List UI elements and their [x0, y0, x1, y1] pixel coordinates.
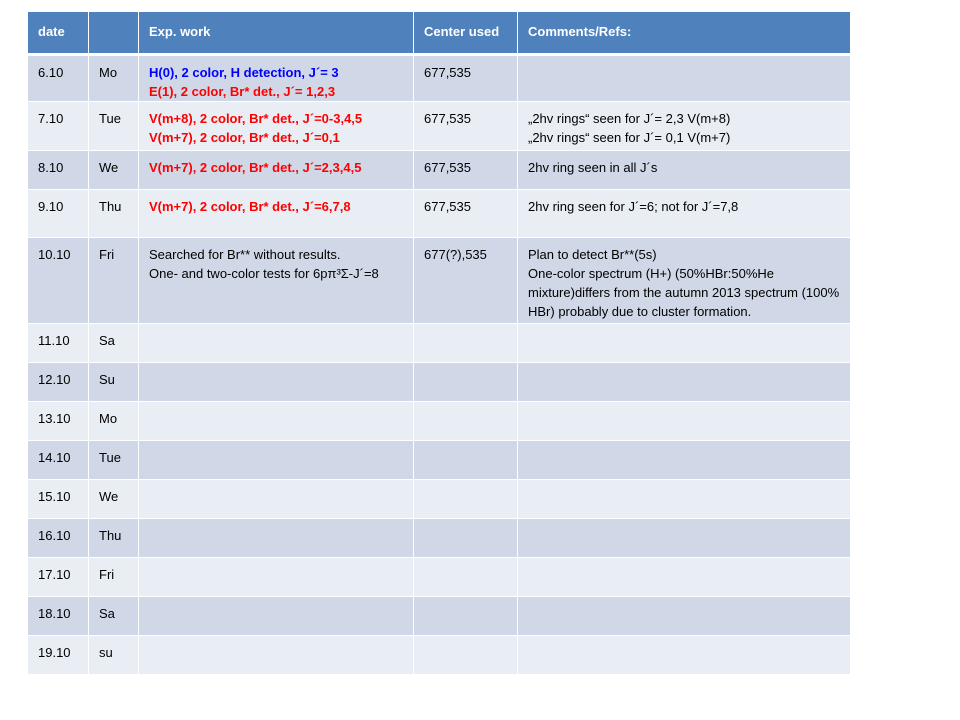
cell-day: Thu	[89, 190, 139, 238]
comment-line: „2hv rings“ seen for J´= 2,3 V(m+8)	[528, 111, 731, 126]
cell-date: 14.10	[28, 441, 89, 480]
cell-day: su	[89, 636, 139, 675]
cell-center-used: 677,535	[414, 151, 518, 190]
cell-comments	[518, 363, 851, 402]
cell-center-used	[414, 558, 518, 597]
cell-comments	[518, 402, 851, 441]
cell-comments	[518, 519, 851, 558]
comment-line: 2hv ring seen for J´=6; not for J´=7,8	[528, 199, 739, 214]
cell-day: We	[89, 480, 139, 519]
cell-exp-work	[139, 151, 414, 190]
table-row	[28, 190, 851, 238]
table-row	[28, 636, 851, 675]
cell-exp-work	[139, 190, 414, 238]
table-row	[28, 324, 851, 363]
header-exp-work: Exp. work	[139, 12, 414, 55]
cell-date: 16.10	[28, 519, 89, 558]
cell-center-used	[414, 441, 518, 480]
cell-center-used	[414, 480, 518, 519]
table-row	[28, 402, 851, 441]
table-row	[28, 102, 851, 151]
header-center-used: Center used	[414, 12, 518, 55]
cell-comments	[518, 102, 851, 151]
cell-date: 10.10	[28, 238, 89, 324]
cell-exp-work	[139, 597, 414, 636]
cell-center-used	[414, 597, 518, 636]
exp-work-line: E(1), 2 color, Br* det., J´= 1,2,3	[149, 84, 336, 99]
cell-center-used	[414, 324, 518, 363]
table-row	[28, 238, 851, 324]
table-row	[28, 558, 851, 597]
header-row	[28, 12, 851, 55]
table-body	[28, 55, 851, 675]
cell-day: Sa	[89, 324, 139, 363]
cell-date: 8.10	[28, 151, 89, 190]
exp-work-line: V(m+7), 2 color, Br* det., J´=0,1	[149, 130, 340, 145]
cell-date: 11.10	[28, 324, 89, 363]
cell-date: 12.10	[28, 363, 89, 402]
cell-center-used	[414, 363, 518, 402]
cell-exp-work	[139, 402, 414, 441]
cell-exp-work	[139, 324, 414, 363]
table-row	[28, 597, 851, 636]
cell-comments	[518, 441, 851, 480]
cell-day: Fri	[89, 238, 139, 324]
cell-day: Su	[89, 363, 139, 402]
cell-comments	[518, 55, 851, 102]
exp-work-line: V(m+7), 2 color, Br* det., J´=2,3,4,5	[149, 160, 362, 175]
cell-day: Fri	[89, 558, 139, 597]
experiment-schedule-table	[27, 11, 851, 675]
comment-line: 2hv ring seen in all J´s	[528, 160, 658, 175]
cell-exp-work	[139, 558, 414, 597]
cell-date: 9.10	[28, 190, 89, 238]
exp-work-line: One- and two-color tests for 6pπ³Σ-J´=8	[149, 266, 379, 281]
cell-center-used	[414, 636, 518, 675]
header-date: date	[28, 12, 89, 55]
cell-date: 13.10	[28, 402, 89, 441]
cell-center-used	[414, 402, 518, 441]
cell-center-used: 677,535	[414, 102, 518, 151]
cell-day: We	[89, 151, 139, 190]
cell-comments	[518, 636, 851, 675]
cell-exp-work	[139, 441, 414, 480]
cell-day: Sa	[89, 597, 139, 636]
cell-date: 7.10	[28, 102, 89, 151]
table-row	[28, 55, 851, 102]
exp-work-line: V(m+8), 2 color, Br* det., J´=0-3,4,5	[149, 111, 363, 126]
cell-comments	[518, 238, 851, 324]
table-row	[28, 441, 851, 480]
table-row	[28, 151, 851, 190]
header-day	[89, 12, 139, 55]
cell-day: Thu	[89, 519, 139, 558]
cell-date: 18.10	[28, 597, 89, 636]
comment-line: „2hv rings“ seen for J´= 0,1 V(m+7)	[528, 130, 731, 145]
cell-day: Tue	[89, 441, 139, 480]
cell-date: 15.10	[28, 480, 89, 519]
cell-center-used	[414, 519, 518, 558]
cell-center-used: 677,535	[414, 55, 518, 102]
cell-exp-work	[139, 363, 414, 402]
comment-line: Plan to detect Br**(5s)	[528, 247, 657, 262]
cell-exp-work	[139, 480, 414, 519]
cell-exp-work	[139, 102, 414, 151]
cell-center-used: 677(?),535	[414, 238, 518, 324]
table-row	[28, 519, 851, 558]
comment-line: One-color spectrum (H+) (50%HBr:50%He mixture)differs from the autumn 2013 spectrum (100% HBr) probably due to cluster formation.	[528, 266, 840, 319]
cell-exp-work	[139, 55, 414, 102]
table-row	[28, 363, 851, 402]
cell-center-used: 677,535	[414, 190, 518, 238]
cell-comments	[518, 324, 851, 363]
cell-date: 19.10	[28, 636, 89, 675]
header-comments: Comments/Refs:	[518, 12, 851, 55]
cell-comments	[518, 480, 851, 519]
cell-comments	[518, 558, 851, 597]
cell-day: Tue	[89, 102, 139, 151]
cell-date: 6.10	[28, 55, 89, 102]
cell-comments	[518, 597, 851, 636]
cell-comments	[518, 190, 851, 238]
cell-day: Mo	[89, 402, 139, 441]
table-row	[28, 480, 851, 519]
exp-work-line: V(m+7), 2 color, Br* det., J´=6,7,8	[149, 199, 351, 214]
cell-comments	[518, 151, 851, 190]
cell-exp-work	[139, 519, 414, 558]
cell-exp-work	[139, 238, 414, 324]
cell-day: Mo	[89, 55, 139, 102]
exp-work-line: H(0), 2 color, H detection, J´= 3	[149, 65, 339, 80]
cell-exp-work	[139, 636, 414, 675]
cell-date: 17.10	[28, 558, 89, 597]
exp-work-line: Searched for Br** without results.	[149, 247, 341, 262]
